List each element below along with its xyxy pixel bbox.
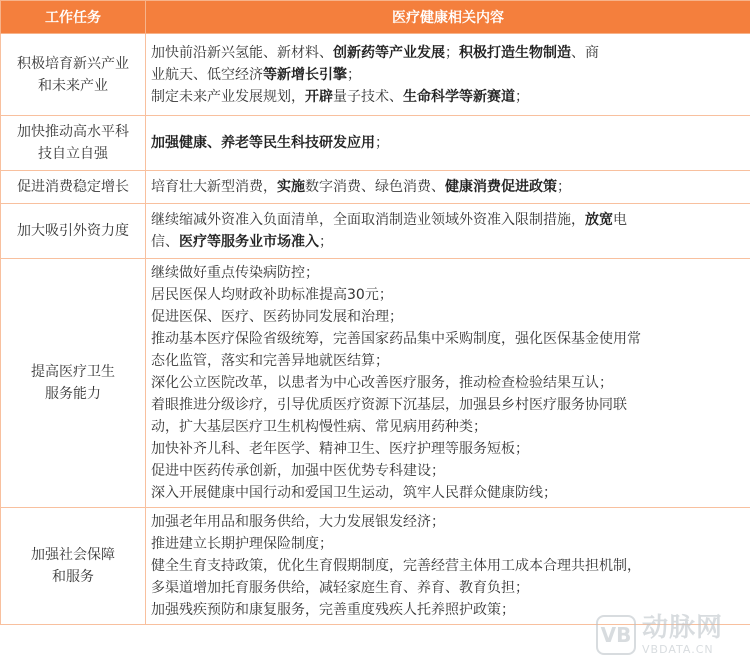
task-label: 和未来产业 bbox=[38, 77, 108, 94]
task-label: 服务能力 bbox=[45, 386, 101, 402]
task-label: 提高医疗卫生 bbox=[31, 364, 115, 380]
content-line bbox=[151, 482, 750, 504]
emphasis-text: 加强健康、养老等民生科技研发应用 bbox=[151, 135, 375, 151]
vbdata-logo-icon: VB bbox=[596, 615, 636, 655]
content-text: 、商 bbox=[571, 44, 599, 61]
content-text: ； bbox=[515, 88, 529, 105]
content-cell bbox=[146, 171, 750, 204]
table-row bbox=[1, 259, 750, 508]
content-text: 培育壮大新型消费， bbox=[151, 179, 277, 195]
content-text: 加强老年用品和服务供给，大力发展银发经济； bbox=[151, 514, 445, 530]
content-text: 继续缩减外资准入负面清单，全面取消制造业领域外资准入限制措施， bbox=[151, 212, 585, 228]
task-cell bbox=[1, 34, 146, 116]
emphasis-text: 积极打造生物制造 bbox=[459, 44, 571, 61]
content-line bbox=[151, 262, 750, 284]
emphasis-text: 医疗等服务业市场准入 bbox=[179, 234, 319, 250]
content-line bbox=[151, 599, 750, 621]
content-line bbox=[151, 176, 750, 198]
content-text: 加强残疾预防和康复服务，完善重度残疾人托养照护政策； bbox=[151, 602, 515, 618]
content-text: 信、 bbox=[151, 234, 179, 250]
content-line bbox=[151, 416, 750, 438]
task-label: 加大吸引外资力度 bbox=[17, 223, 129, 239]
table-row bbox=[1, 34, 750, 116]
task-label: 技自立自强 bbox=[38, 146, 108, 162]
emphasis-text: 实施 bbox=[277, 179, 305, 195]
content-text: 加快补齐儿科、老年医学、精神卫生、医疗护理等服务短板； bbox=[151, 441, 529, 457]
table-row bbox=[1, 171, 750, 204]
task-label: 和服务 bbox=[52, 569, 94, 585]
task-cell bbox=[1, 204, 146, 259]
content-text: 多渠道增加托育服务供给，减轻家庭生育、养育、教育负担； bbox=[151, 580, 529, 596]
content-text: 推进建立长期护理保险制度； bbox=[151, 536, 333, 552]
content-text: 量子技术、 bbox=[333, 88, 403, 105]
emphasis-text: 等新增长引擎 bbox=[263, 66, 347, 83]
task-cell bbox=[1, 116, 146, 171]
content-text: 推动基本医疗保险省级统筹，完善国家药品集中采购制度，强化医保基金使用常 bbox=[151, 331, 641, 347]
task-label: 积极培育新兴产业 bbox=[17, 55, 129, 72]
content-line bbox=[151, 86, 750, 108]
content-text: 加快前沿新兴氢能、新材料、 bbox=[151, 44, 333, 61]
content-cell bbox=[146, 508, 750, 625]
emphasis-text: 创新药等产业发展 bbox=[333, 44, 445, 61]
content-line bbox=[151, 64, 750, 86]
watermark-en: VBDATA.CN bbox=[642, 643, 714, 656]
content-text: ； bbox=[347, 66, 361, 83]
content-text: 着眼推进分级诊疗，引导优质医疗资源下沉基层，加强县乡村医疗服务协同联 bbox=[151, 397, 627, 413]
table-row bbox=[1, 116, 750, 171]
content-text: 数字消费、绿色消费、 bbox=[305, 179, 445, 195]
content-text: 业航天、低空经济 bbox=[151, 66, 263, 83]
content-line bbox=[151, 438, 750, 460]
content-line bbox=[151, 209, 750, 231]
header-content: 医疗健康相关内容 bbox=[146, 1, 750, 34]
content-text: 继续做好重点传染病防控； bbox=[151, 265, 319, 281]
content-text: 促进中医药传承创新，加强中医优势专科建设； bbox=[151, 463, 445, 479]
content-text: ； bbox=[445, 44, 459, 61]
content-line bbox=[151, 42, 750, 64]
task-cell bbox=[1, 171, 146, 204]
content-cell bbox=[146, 116, 750, 171]
watermark-cn: 动脉网 bbox=[642, 613, 724, 643]
content-line bbox=[151, 231, 750, 253]
table-row bbox=[1, 508, 750, 625]
table-row bbox=[1, 204, 750, 259]
content-line bbox=[151, 460, 750, 482]
content-cell bbox=[146, 34, 750, 116]
content-cell bbox=[146, 259, 750, 508]
content-text: ； bbox=[557, 179, 571, 195]
content-text: 制定未来产业发展规划， bbox=[151, 88, 305, 105]
content-text: 电 bbox=[613, 212, 627, 228]
content-line bbox=[151, 555, 750, 577]
emphasis-text: 放宽 bbox=[585, 212, 613, 228]
emphasis-text: 健康消费促进政策 bbox=[445, 179, 557, 195]
emphasis-text: 开辟 bbox=[305, 88, 333, 105]
header-row bbox=[1, 1, 750, 34]
content-text: ； bbox=[375, 135, 389, 151]
content-line bbox=[151, 533, 750, 555]
content-text: 态化监管，落实和完善异地就医结算； bbox=[151, 353, 389, 369]
content-text: 深化公立医院改革，以患者为中心改善医疗服务，推动检查检验结果互认； bbox=[151, 375, 613, 391]
task-label: 促进消费稳定增长 bbox=[17, 179, 129, 195]
task-label: 加强社会保障 bbox=[31, 547, 115, 563]
content-text: 深入开展健康中国行动和爱国卫生运动，筑牢人民群众健康防线； bbox=[151, 485, 557, 501]
task-label: 加快推动高水平科 bbox=[17, 124, 129, 140]
content-line bbox=[151, 394, 750, 416]
content-line bbox=[151, 511, 750, 533]
content-text: 居民医保人均财政补助标准提高30元； bbox=[151, 287, 393, 303]
content-text: ； bbox=[319, 234, 333, 250]
content-text: 促进医保、医疗、医药协同发展和治理； bbox=[151, 309, 403, 325]
content-line bbox=[151, 132, 750, 154]
task-cell bbox=[1, 508, 146, 625]
content-line bbox=[151, 284, 750, 306]
content-line bbox=[151, 577, 750, 599]
content-text: 动，扩大基层医疗卫生机构慢性病、常见病用药种类； bbox=[151, 419, 487, 435]
content-line bbox=[151, 306, 750, 328]
content-text: 健全生育支持政策，优化生育假期制度，完善经营主体用工成本合理共担机制， bbox=[151, 558, 641, 574]
content-line bbox=[151, 328, 750, 350]
content-line bbox=[151, 372, 750, 394]
content-line bbox=[151, 350, 750, 372]
task-cell bbox=[1, 259, 146, 508]
emphasis-text: 生命科学等新赛道 bbox=[403, 88, 515, 105]
content-cell bbox=[146, 204, 750, 259]
header-task: 工作任务 bbox=[1, 1, 146, 34]
